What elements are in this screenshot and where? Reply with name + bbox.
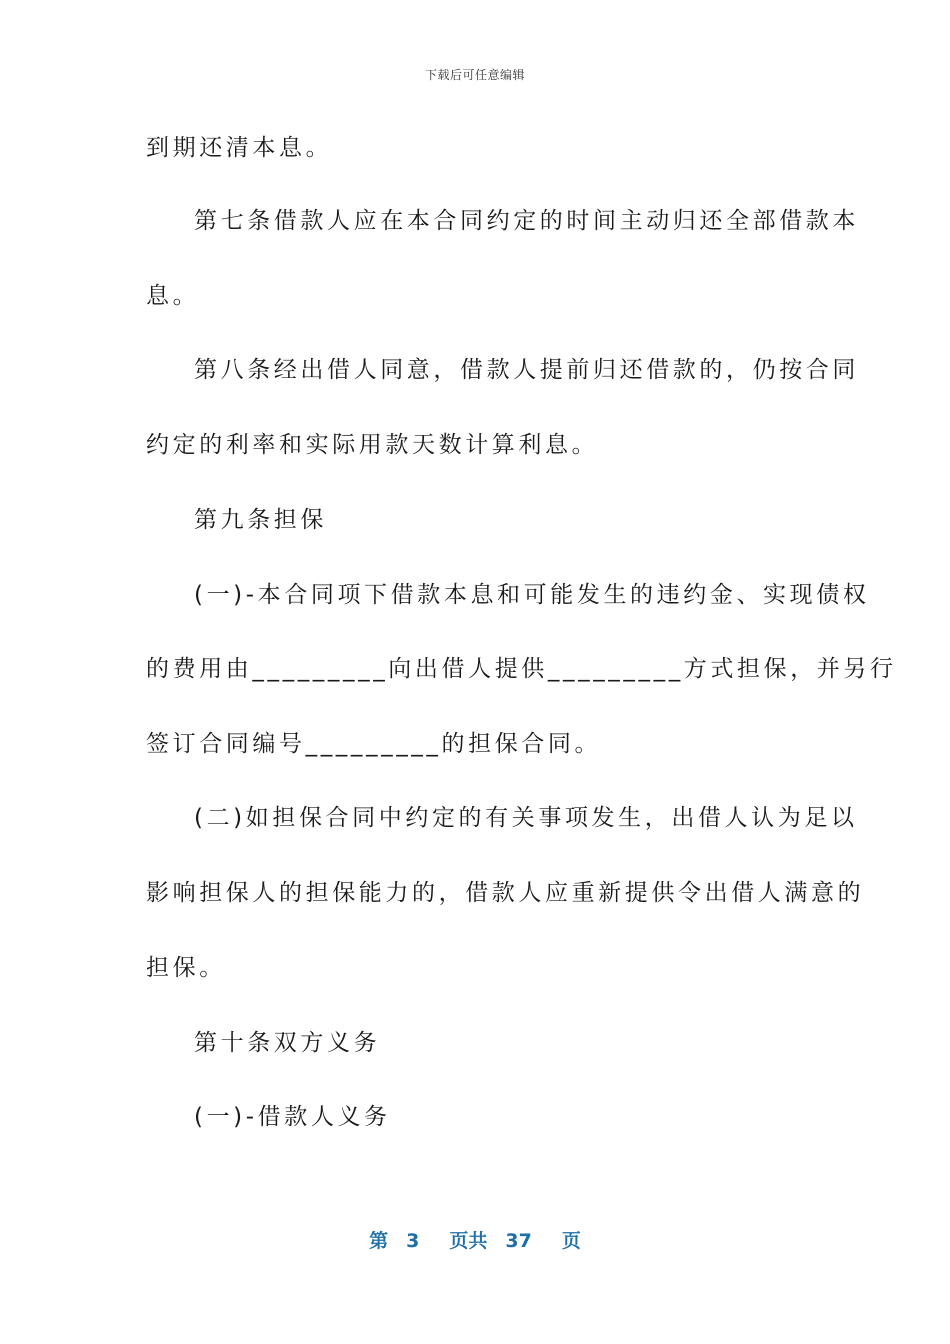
- footer-page-number: 3: [406, 1230, 420, 1252]
- footer-page-suffix: 页: [561, 1230, 581, 1252]
- paragraph-line: 签订合同编号_________的担保合同。: [146, 731, 602, 757]
- paragraph-line: 第九条担保: [194, 507, 327, 533]
- paragraph-line: (一)-本合同项下借款本息和可能发生的违约金、实现债权: [194, 582, 870, 608]
- paragraph-line: 担保。: [146, 955, 226, 981]
- paragraph-line: 的费用由_________向出借人提供_________方式担保，并另行: [146, 656, 897, 682]
- page-footer: [0, 1226, 950, 1253]
- paragraph-line: 约定的利率和实际用款天数计算利息。: [146, 432, 599, 458]
- paragraph-line: 影响担保人的担保能力的，借款人应重新提供令出借人满意的: [146, 880, 865, 906]
- paragraph-line: (一)-借款人义务: [194, 1104, 391, 1130]
- header-note: 下载后可任意编辑: [424, 68, 525, 82]
- footer-page-prefix: 第: [369, 1230, 389, 1252]
- paragraph-line: 第八条经出借人同意，借款人提前归还借款的，仍按合同: [194, 357, 859, 383]
- paragraph-line: 到期还清本息。: [146, 135, 333, 161]
- footer-total-pages: 37: [505, 1230, 532, 1252]
- paragraph-line: 息。: [146, 283, 200, 309]
- footer-page-middle: 页共: [449, 1230, 488, 1252]
- paragraph-line: 第七条借款人应在本合同约定的时间主动归还全部借款本: [194, 208, 859, 234]
- paragraph-line: 第十条双方义务: [194, 1030, 381, 1056]
- paragraph-line: (二)如担保合同中约定的有关事项发生，出借人认为足以: [194, 805, 858, 831]
